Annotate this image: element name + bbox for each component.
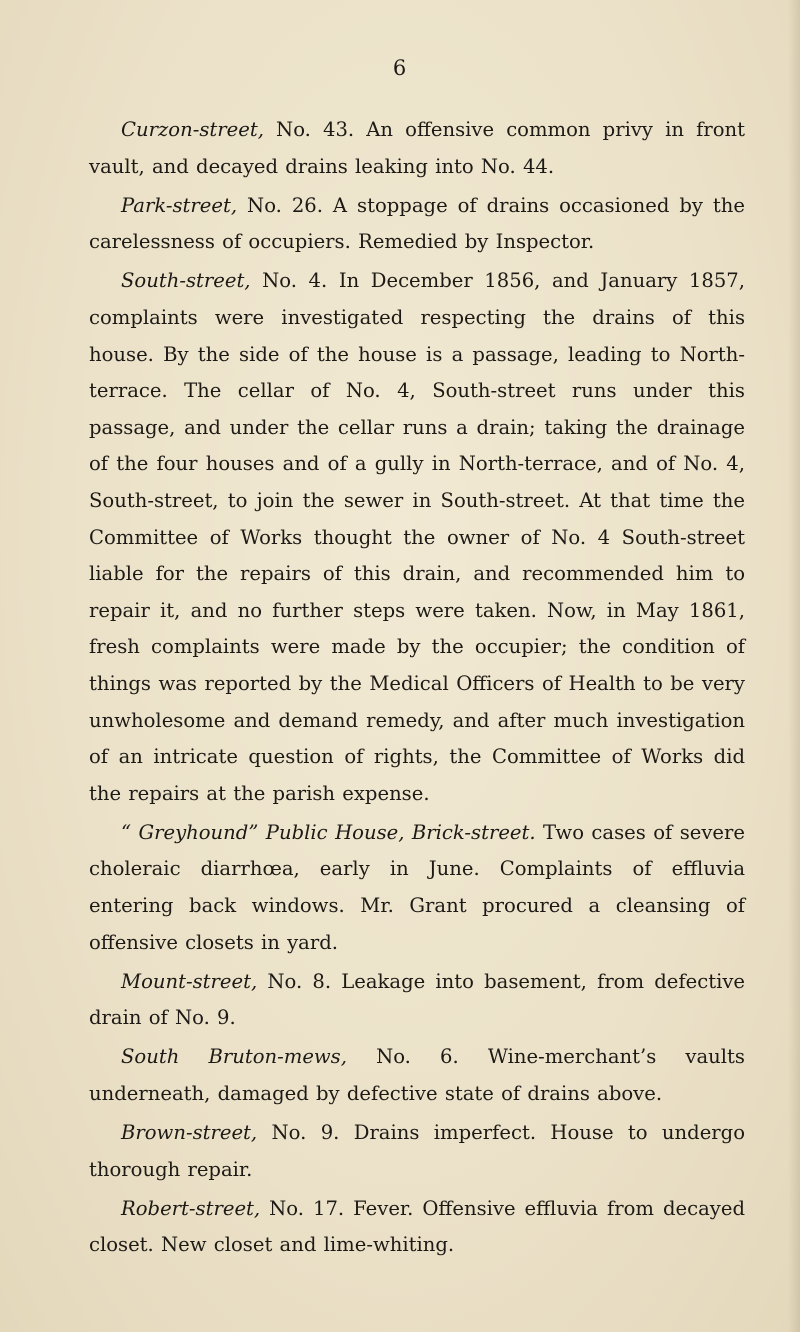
entry-text: No. 8. Leakage into basement, from defective drain of No. 9. [89,969,745,1030]
street-heading: Brown-street, [121,1121,258,1145]
entry-text: No. 17. Fever. Offensive effluvia from decayed closet. New closet and lime-whiting. [89,1196,745,1257]
page-edge-shadow [788,0,800,1332]
entry-south-bruton-mews [89,1039,745,1112]
page-number: 6 [392,56,408,80]
entry-text: No. 43. An offensive common privy in front vault, and decayed drains leaking into No. 44. [89,118,745,178]
street-heading: Curzon-street, [121,118,264,141]
document-body [89,112,745,1266]
entry-curzon-street [89,112,745,185]
street-heading: Park-street, [121,193,238,217]
street-heading: “ Greyhound” Public House, Brick-street. [121,820,536,844]
street-heading: Robert-street, [121,1196,261,1220]
entry-greyhound-public-house [89,815,745,961]
street-heading: South Bruton-mews, [121,1045,347,1069]
street-heading: Mount-street, [121,969,258,993]
entry-park-street [89,188,745,261]
entry-robert-street [89,1191,745,1264]
entry-text: Two cases of severe choleraic diarrhœa, early in June. Complaints of effluvia entering back windows. Mr. Grant procured a cleansing of offensive closets in yard. [89,820,745,954]
entry-brown-street [89,1115,745,1188]
entry-south-street [89,263,745,812]
entry-text: No. 6. Wine-merchant’s vaults underneath, damaged by defective state of drains above. [89,1045,745,1105]
street-heading: South-street, [121,269,251,293]
entry-mount-street [89,964,745,1037]
entry-text: No. 9. Drains imperfect. House to undergo thorough repair. [89,1121,745,1181]
entry-text: No. 26. A stoppage of drains occasioned by the carelessness of occupiers. Remedied by Inspector. [89,193,745,254]
entry-text: No. 4. In December 1856, and January 1857, complaints were investigated respecting the drains of this house. By the side of the house is a passage, leading to North-terrace. The cellar of No. 4, South-street runs under this passage, and under the cellar runs a drain; taking the drainage of the four houses and of a gully in North-terrace, and of No. 4, South-street, to join the sewer in South-street. At that time the Committee of Works thought the owner of No. 4 South-street liable for the repairs of this drain, and recommended him to repair it, and no further steps were taken. Now, in May 1861, fresh complaints were made by the occupier; the condition of things was reported by the Medical Officers of Health to be very unwholesome and demand remedy, and after much investigation of an intricate question of rights, the Committee of Works did the repairs at the parish expense. [89,269,745,805]
